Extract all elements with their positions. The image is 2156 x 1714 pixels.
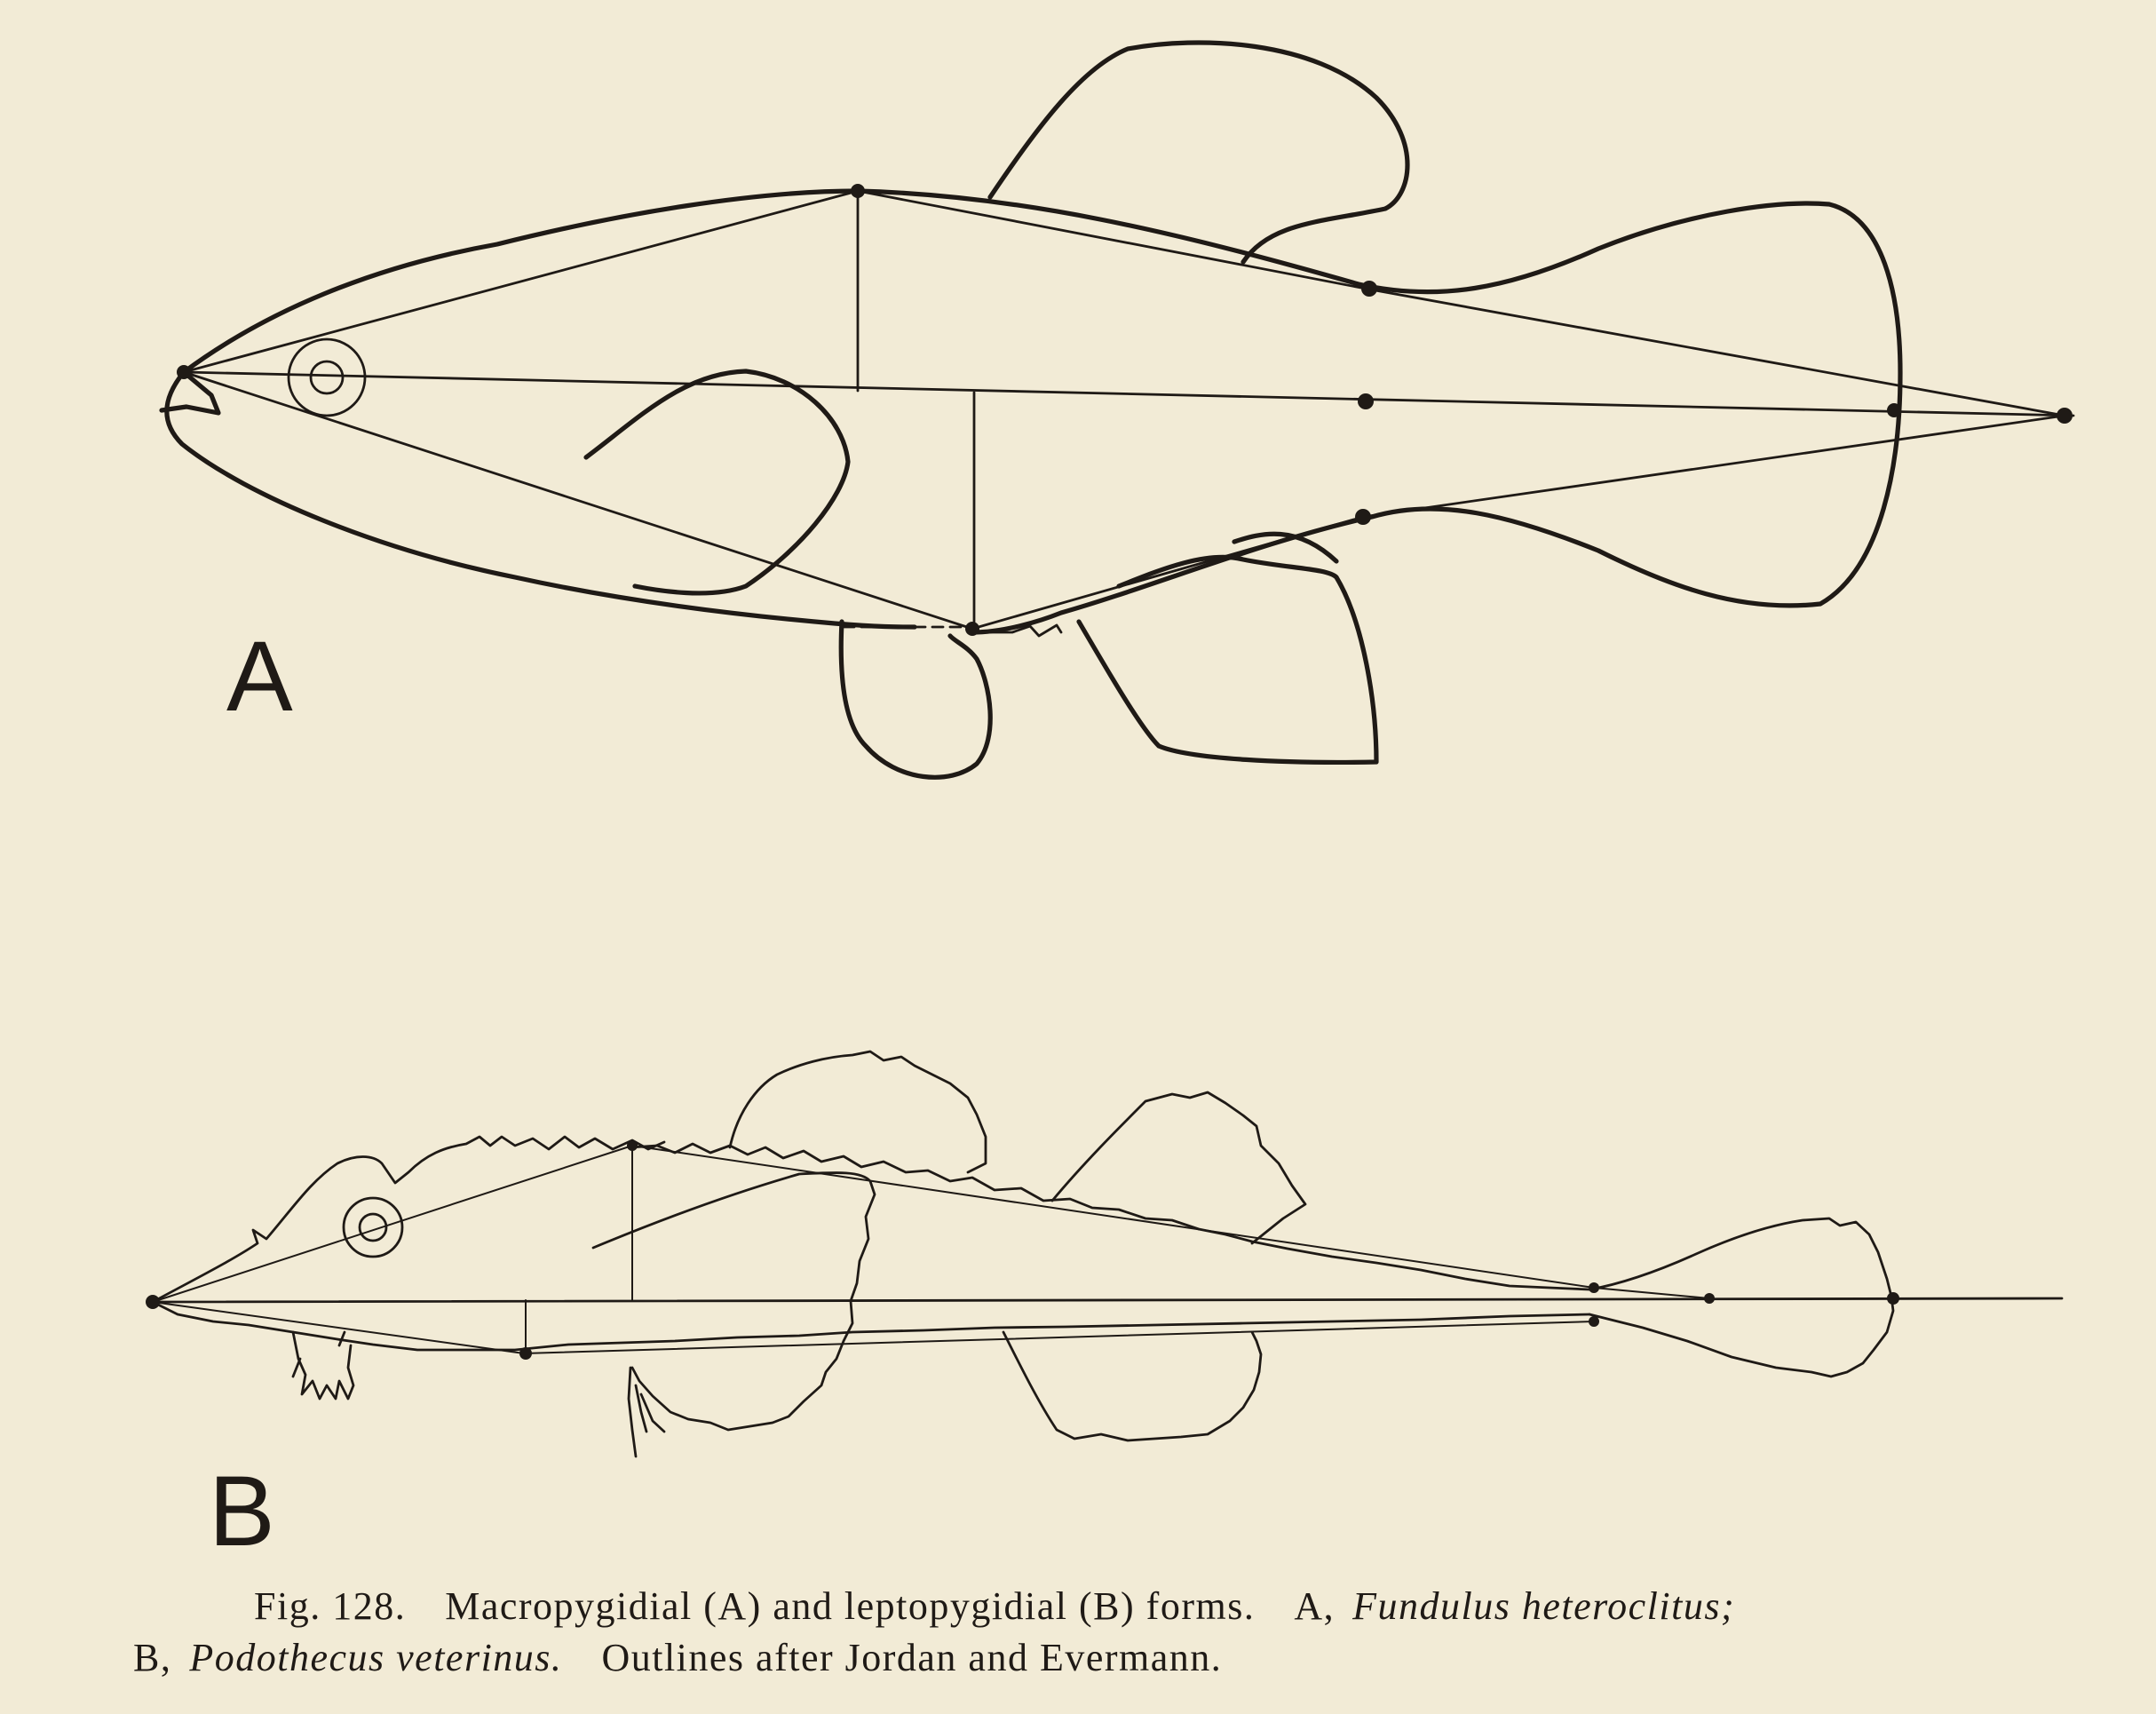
- fish-b-dot-snout: [146, 1295, 160, 1309]
- caption-title: Macropygidial (A) and leptopygidial (B) forms.: [445, 1584, 1256, 1628]
- fish-a-outline-drawing: [162, 43, 2073, 777]
- caption-line-2: [133, 1632, 2122, 1684]
- fish-b-outline-drawing: [146, 1051, 2062, 1456]
- fish-b-dot-caudal-lower: [1589, 1316, 1599, 1327]
- fish-a-dot-dorsal: [851, 184, 865, 198]
- fish-b-barbels: [293, 1332, 353, 1399]
- fish-a-dot-tail-tip: [2057, 408, 2073, 424]
- panel-a-label: A: [226, 621, 293, 732]
- fish-b-dot-caudal-upper: [1589, 1282, 1599, 1293]
- caption-b-prefix: B,: [133, 1636, 172, 1679]
- fish-a-anal-fin: [1079, 557, 1376, 762]
- fish-a-pectoral-fin: [586, 371, 848, 593]
- fish-b-dot-anal: [519, 1347, 532, 1360]
- fish-a-dot-snout: [177, 365, 191, 379]
- fish-a-body-lower: [167, 372, 915, 627]
- fish-b-eye-outer: [344, 1198, 402, 1257]
- fish-b-axis-line: [153, 1298, 2062, 1302]
- caption-a-species: Fundulus heteroclitus;: [1352, 1584, 1736, 1628]
- fish-a-dot-anal: [965, 622, 979, 636]
- fish-b-ventral-fin: [1003, 1332, 1261, 1440]
- fish-b-second-dorsal-fin: [1052, 1092, 1305, 1243]
- caption-credit: Outlines after Jordan and Evermann.: [601, 1636, 1223, 1679]
- fish-a-body-upper: [184, 191, 1900, 632]
- fish-a-eye-inner: [311, 361, 343, 393]
- fish-b-dot-tail-tip: [1887, 1292, 1899, 1305]
- fish-b-dot-dorsal: [627, 1140, 638, 1151]
- fish-a-dot-tail-base: [1887, 403, 1901, 417]
- caption-b-species: Podothecus veterinus.: [189, 1636, 563, 1679]
- fish-b-dorsal-to-tail: [632, 1146, 1709, 1298]
- caption-fig-number: Fig. 128.: [254, 1584, 407, 1628]
- fish-b-tail: [1589, 1218, 1893, 1377]
- fish-b-first-dorsal-fin: [730, 1051, 986, 1172]
- fish-b-pelvic-filaments: [629, 1368, 664, 1456]
- panel-b-label: B: [209, 1456, 275, 1567]
- fish-a-dot-caudal-lower: [1355, 509, 1371, 525]
- fish-a-dorsal-to-tail: [858, 191, 2065, 416]
- fish-a-dot-caudal-upper: [1361, 281, 1377, 297]
- fish-a-axis-line: [184, 372, 2073, 416]
- fish-a-snout-to-dorsal: [184, 191, 858, 372]
- figure-caption: [133, 1581, 2122, 1684]
- caption-a-prefix: A,: [1294, 1584, 1336, 1628]
- fish-a-eye-outer: [289, 339, 365, 416]
- fish-a-pelvic-fin: [841, 622, 990, 777]
- fish-a-dot-axis-mid: [1358, 393, 1374, 409]
- caption-line-1: [133, 1581, 2122, 1632]
- fish-b-dot-tail-base: [1704, 1293, 1715, 1304]
- fish-b-snout-to-dorsal: [153, 1146, 632, 1302]
